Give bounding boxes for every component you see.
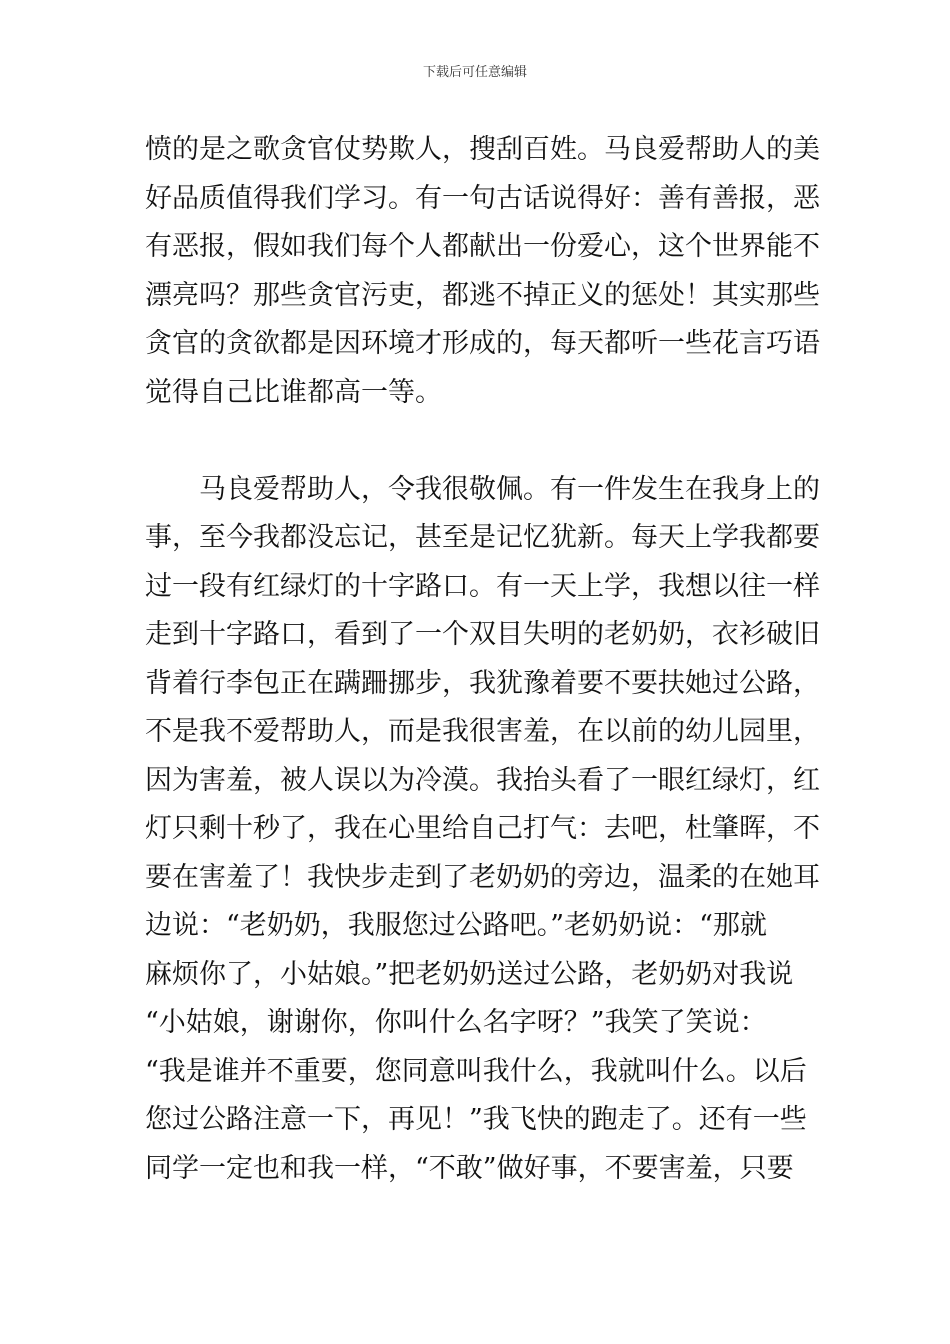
text-line: 不是我不爱帮助人，而是我很害羞，在以前的幼儿园里， [145, 716, 820, 747]
text-line: 因为害羞，被人误以为冷漠。我抬头看了一眼红绿灯，红 [145, 764, 820, 796]
document-body [145, 126, 820, 1193]
page-header: 下载后可任意编辑 [422, 65, 527, 80]
paragraph-2 [145, 466, 820, 1194]
text-line: 好品质值得我们学习。有一句古话说得好：善有善报，恶 [145, 182, 820, 214]
text-line: 同学一定也和我一样，“不敢”做好事，不要害羞，只要 [145, 1152, 794, 1184]
text-line: 漂亮吗？那些贪官污吏，都逃不掉正义的惩处！其实那些 [145, 279, 820, 311]
paragraph-spacer [145, 417, 810, 466]
text-line: 有恶报，假如我们每个人都献出一份爱心，这个世界能不 [145, 231, 820, 262]
text-line: 走到十字路口，看到了一个双目失明的老奶奶，衣衫破旧 [145, 619, 820, 650]
paragraph-1 [145, 126, 820, 417]
text-line: 事，至今我都没忘记，甚至是记忆犹新。每天上学我都要 [145, 522, 820, 553]
text-line: 边说：“老奶奶，我服您过公路吧。”老奶奶说：“那就 [145, 910, 767, 941]
text-line: 您过公路注意一下，再见！”我飞快的跑走了。还有一些 [145, 1104, 807, 1135]
text-line: 愤的是之歌贪官仗势欺人，搜刮百姓。马良爱帮助人的美 [145, 134, 820, 165]
text-line: “我是谁并不重要，您同意叫我什么，我就叫什么。以后 [145, 1055, 807, 1087]
text-line: “小姑娘，谢谢你，你叫什么名字呀？”我笑了笑说： [145, 1007, 767, 1038]
text-line: 过一段有红绿灯的十字路口。有一天上学，我想以往一样 [145, 570, 820, 602]
text-line: 贪官的贪欲都是因环境才形成的，每天都听一些花言巧语 [145, 328, 820, 359]
text-line: 觉得自己比谁都高一等。 [145, 376, 442, 408]
text-line: 要在害羞了！我快步走到了老奶奶的旁边，温柔的在她耳 [145, 861, 820, 893]
text-line: 灯只剩十秒了，我在心里给自己打气：去吧，杜肇晖，不 [145, 813, 820, 844]
text-line: 麻烦你了，小姑娘。”把老奶奶送过公路，老奶奶对我说 [145, 958, 794, 990]
text-line: 马良爱帮助人，令我很敬佩。有一件发生在我身上的 [199, 473, 820, 505]
text-line: 背着行李包正在蹒跚挪步，我犹豫着要不要扶她过公路， [145, 667, 820, 699]
